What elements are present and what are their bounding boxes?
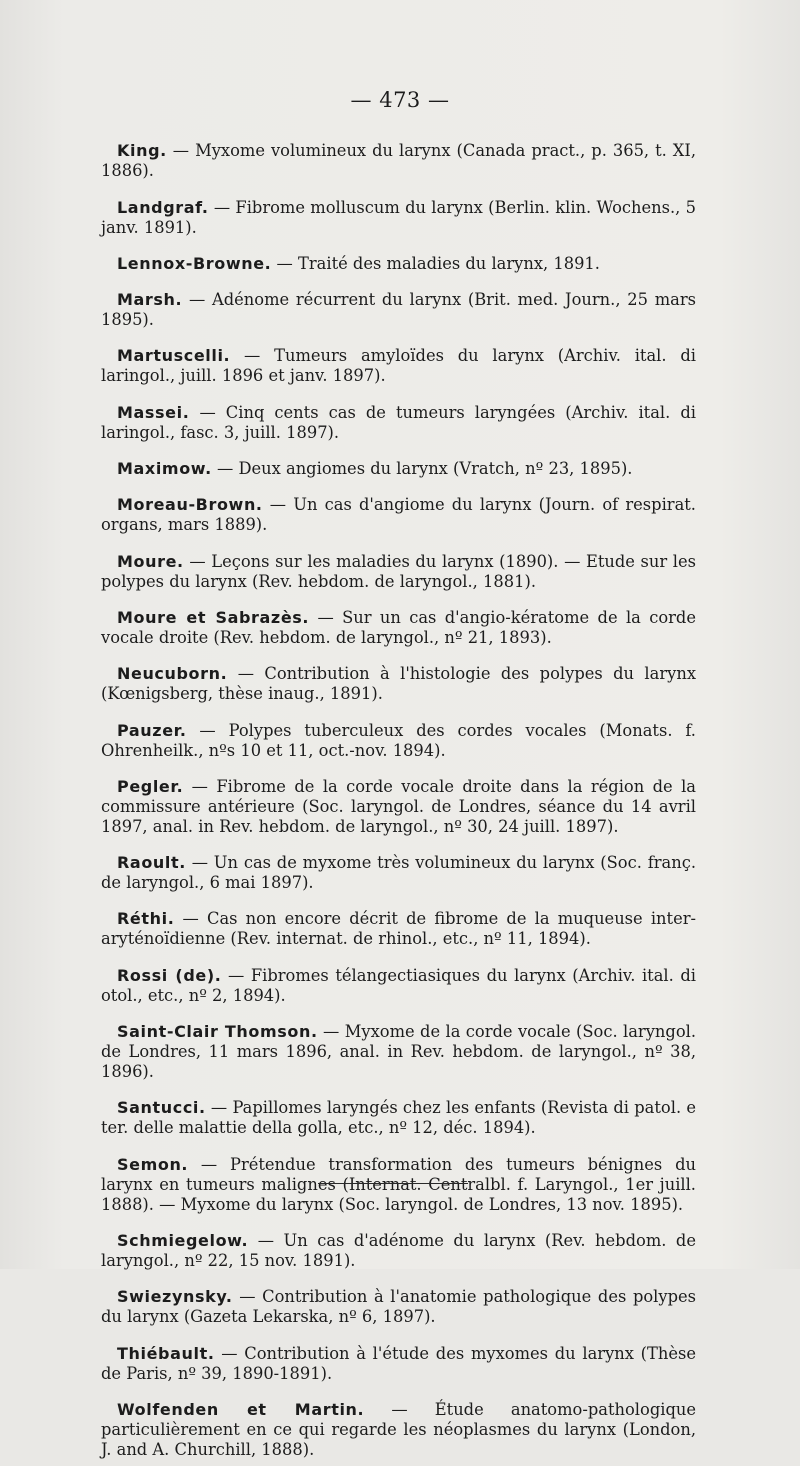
entry-text: — Myxome de la corde vocale (Soc. laryngol. de Londres, 11 mars 1896, anal. in Rev. hebdom. de laryngol., nº 38, 1896). — [101, 1022, 697, 1082]
bibliography-entry — [101, 777, 696, 837]
entry-author: Martuscelli. — [117, 346, 231, 366]
bibliography-entry — [101, 853, 696, 893]
bibliography-entry — [101, 403, 696, 443]
entry-author: Moreau-Brown. — [117, 495, 263, 515]
bibliography-entry — [101, 552, 696, 592]
bibliography-entry — [101, 608, 696, 648]
entry-author: Marsh. — [117, 290, 183, 310]
bibliography-entry — [101, 1022, 696, 1082]
bibliography-entry — [101, 141, 696, 181]
bibliography-entry — [101, 721, 696, 761]
entry-author: Lennox-Browne. — [117, 253, 272, 273]
entry-author: Wolfenden et Martin. — [117, 1399, 365, 1419]
entry-author: Pegler. — [117, 776, 184, 796]
bibliography-entry — [101, 664, 696, 704]
bibliography-entry — [101, 346, 696, 386]
entry-author: Neucuborn. — [117, 664, 228, 684]
entry-author: Santucci. — [117, 1098, 206, 1118]
entry-text: — Contribution à l'étude des myxomes du larynx (Thèse de Paris, nº 39, 1890-1891). — [101, 1343, 696, 1383]
entry-text: — Contribution à l'anatomie pathologique des polypes du larynx (Gazeta Lekarska, nº 6, 1897). — [101, 1287, 696, 1327]
entry-author: Rossi (de). — [117, 965, 222, 985]
bibliography-entry — [101, 1098, 696, 1138]
entry-author: Réthi. — [117, 909, 175, 929]
entry-text: — Fibrome molluscum du larynx (Berlin. klin. Wochens., 5 janv. 1891). — [101, 197, 696, 237]
entry-text: — Adénome récurrent du larynx (Brit. med. Journ., 25 mars 1895). — [101, 290, 696, 330]
entry-author: Maximow. — [117, 459, 212, 479]
entry-text: — Fibrome de la corde vocale droite dans la région de la commissure antérieure (Soc. laryngol. de Londres, séance du 14 avril 1897, anal. in Rev. hebdom. de laryngol., nº 30, 24 juill. 1897). — [101, 776, 696, 836]
entry-author: Massei. — [117, 402, 190, 422]
entry-text: — Un cas de myxome très volumineux du larynx (Soc. franç. de laryngol., 6 mai 1897). — [101, 853, 696, 893]
bibliography-entry — [101, 254, 696, 274]
bibliography-entry — [101, 966, 696, 1006]
entry-author: Saint-Clair Thomson. — [117, 1022, 318, 1042]
entry-author: Raoult. — [117, 853, 186, 873]
bibliography-entry — [101, 1287, 696, 1327]
bibliography-entry — [101, 290, 696, 330]
entry-author: King. — [117, 141, 167, 161]
entry-text: — Étude anatomo-pathologique particulièrement en ce qui regarde les néoplasmes du larynx (London, J. and A. Churchill, 1888). — [101, 1399, 696, 1459]
entry-text: — Un cas d'angiome du larynx (Journ. of respirat. organs, mars 1889). — [101, 495, 696, 535]
entry-text: — Un cas d'adénome du larynx (Rev. hebdom. de laryngol., nº 22, 15 nov. 1891). — [101, 1230, 696, 1270]
bibliography-entry — [101, 1344, 696, 1384]
entry-text: — Contribution à l'histologie des polypes du larynx (Kœnigsberg, thèse inaug., 1891). — [101, 664, 696, 704]
page-number: — 473 — — [350, 88, 450, 112]
entry-text: — Traité des maladies du larynx, 1891. — [271, 253, 600, 273]
entry-author: Landgraf. — [117, 197, 209, 217]
entry-text: — Prétendue transformation des tumeurs bénignes du larynx en tumeurs malignes (Internat. Centralbl. f. Laryngol., 1er juill. 1888). — Myxome du larynx (Soc. laryngol. de Londres, 13 nov. 1895). — [101, 1154, 696, 1214]
entry-text: — Cas non encore décrit de fibrome de la muqueuse inter-aryténoïdienne (Rev. internat. de rhinol., etc., nº 11, 1894). — [101, 909, 696, 949]
entry-text: — Tumeurs amyloïdes du larynx (Archiv. ital. di laringol., juill. 1896 et janv. 1897). — [101, 346, 696, 386]
bibliography-entry — [101, 1400, 696, 1460]
entry-author: Schmiegelow. — [117, 1230, 249, 1250]
entry-author: Moure et Sabrazès. — [117, 607, 310, 627]
entry-author: Semon. — [117, 1154, 189, 1174]
bibliography-entry — [101, 1155, 696, 1215]
entry-text: — Myxome volumineux du larynx (Canada pract., p. 365, t. XI, 1886). — [101, 141, 696, 181]
entry-author: Moure. — [117, 551, 184, 571]
closing-rule — [318, 1183, 468, 1184]
entry-text: — Deux angiomes du larynx (Vratch, nº 23, 1895). — [211, 459, 633, 479]
entry-text: — Cinq cents cas de tumeurs laryngées (Archiv. ital. di laringol., fasc. 3, juill. 1897). — [101, 402, 696, 442]
entry-author: Thiébault. — [117, 1343, 215, 1363]
entry-text: — Fibromes télangectiasiques du larynx (Archiv. ital. di otol., etc., nº 2, 1894). — [101, 965, 696, 1005]
bibliography-entry — [101, 1231, 696, 1271]
entry-text: — Leçons sur les maladies du larynx (1890). — Etude sur les polypes du larynx (Rev. hebdom. de laryngol., 1881). — [101, 551, 696, 591]
bibliography-list — [101, 125, 696, 1466]
bibliography-entry — [101, 909, 696, 949]
entry-text: — Papillomes laryngés chez les enfants (Revista di patol. e ter. delle malattie della golla, etc., nº 12, déc. 1894). — [101, 1098, 696, 1138]
bibliography-entry — [101, 198, 696, 238]
bibliography-entry — [101, 495, 696, 535]
entry-text: — Polypes tuberculeux des cordes vocales (Monats. f. Ohrenheilk., nºs 10 et 11, oct.-nov. 1894). — [101, 720, 696, 760]
entry-text: — Sur un cas d'angio-kératome de la corde vocale droite (Rev. hebdom. de laryngol., nº 21, 1893). — [101, 607, 696, 647]
bibliography-entry — [101, 459, 696, 479]
entry-author: Pauzer. — [117, 720, 187, 740]
entry-author: Swiezynsky. — [117, 1287, 233, 1307]
